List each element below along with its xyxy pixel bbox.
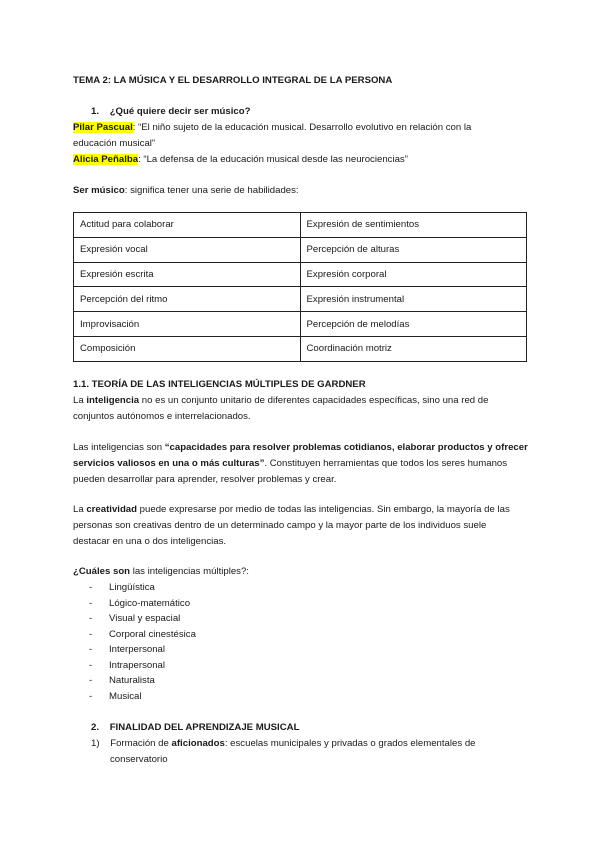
section-2-item-1-l2: conservatorio [110,754,168,765]
author-quote-penalba: : “La defensa de la educación musical desde las neurociencias” [138,154,408,165]
section-2-item-1: 1) Formación de aficionados: escuelas municipales y privadas o grados elementales de [91,738,476,749]
paragraph-definition-l3: pueden desarrollar para aprender, resolver problemas y crear. [73,474,337,485]
ser-musico-line: Ser músico: significa tener una serie de habilidades: [73,185,299,196]
table-row [74,237,527,262]
list-item: - Visual y espacial [89,613,181,624]
list-item: - Interpersonal [89,644,165,655]
author-penalba-line [73,154,408,165]
table-row [74,336,527,361]
table-row [74,287,527,312]
section-1-1-heading: 1.1. TEORÍA DE LAS INTELIGENCIAS MÚLTIPLES DE GARDNER [73,379,366,390]
list-item: - Corporal cinestésica [89,629,196,640]
section-1-heading [91,106,250,117]
paragraph-creatividad-l1: La creatividad puede expresarse por medio de todas las inteligencias. Sin embargo, la mayoría de las [73,504,510,515]
table-row [74,262,527,287]
author-name-penalba: Alicia Peñalba [73,154,139,165]
table-cell: Percepción de alturas [300,237,527,262]
table-cell: Expresión corporal [300,262,527,287]
list-item: - Lógico-matemático [89,598,191,609]
table-cell: Expresión de sentimientos [300,213,527,238]
table-cell: Percepción de melodías [300,312,527,337]
table-cell: Composición [74,336,301,361]
table-cell: Expresión escrita [74,262,301,287]
table-row [74,312,527,337]
section-1-number: 1. [91,106,100,117]
section-2-title: FINALIDAD DEL APRENDIZAJE MUSICAL [109,722,300,733]
skills-table [73,212,527,362]
author-quote-pascual: : “El niño sujeto de la educación musical. Desarrollo evolutivo en relación con la [132,122,472,133]
author-name-pascual: Pilar Pascual [73,122,133,133]
paragraph-creatividad-l3: destacar en una o dos inteligencias. [73,536,227,547]
section-2-heading [91,722,299,733]
table-cell: Coordinación motriz [300,336,527,361]
list-item: - Musical [89,691,142,702]
paragraph-inteligencia-l2: conjuntos autónomos e interrelacionados. [73,411,251,422]
table-cell: Expresión instrumental [300,287,527,312]
document-title: TEMA 2: LA MÚSICA Y EL DESARROLLO INTEGRAL DE LA PERSONA [73,75,393,86]
table-cell: Percepción del ritmo [74,287,301,312]
author-pascual-line-2: educación musical” [73,138,156,149]
table-cell: Actitud para colaborar [74,213,301,238]
paragraph-definition-l1: Las inteligencias son “capacidades para resolver problemas cotidianos, elaborar productos y ofrecer [73,442,528,453]
paragraph-creatividad-l2: personas son creativas dentro de un determinado campo y la mayor parte de los individuos suele [73,520,487,531]
list-item: - Intrapersonal [89,660,165,671]
section-1-title: ¿Qué quiere decir ser músico? [109,106,251,117]
list-item: - Naturalista [89,675,155,686]
author-pascual-line [73,122,471,133]
intelligences-question: ¿Cuáles son las inteligencias múltiples?: [73,566,249,577]
item-number: 1) [91,738,100,749]
table-cell: Improvisación [74,312,301,337]
list-item: - Lingüística [89,582,155,593]
table-row [74,213,527,238]
paragraph-definition-l2: servicios valiosos en una o más culturas”. Constituyen herramientas que todos los seres humanos [73,458,508,469]
paragraph-inteligencia-l1: La inteligencia no es un conjunto unitario de diferentes capacidades específicas, sino una red de [73,395,489,406]
section-2-number: 2. [91,722,100,733]
table-cell: Expresión vocal [74,237,301,262]
